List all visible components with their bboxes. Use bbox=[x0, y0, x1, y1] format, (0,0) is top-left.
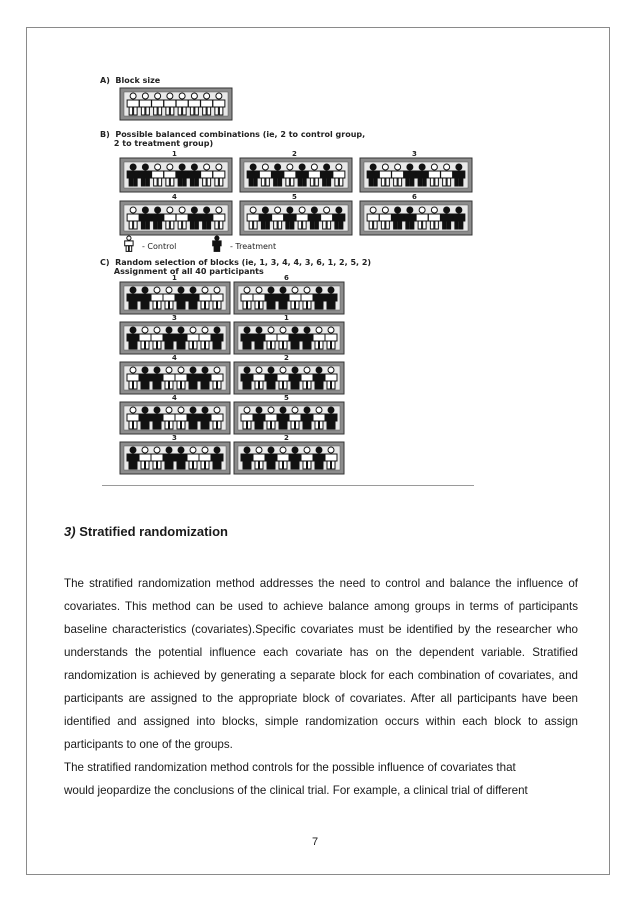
selection-right-number-2: 1 bbox=[284, 314, 289, 322]
combination-block-4 bbox=[120, 201, 232, 235]
selection-left-number-5: 3 bbox=[172, 434, 177, 442]
selected-block-2 bbox=[234, 282, 344, 314]
selection-left-number-1: 1 bbox=[172, 274, 177, 282]
selected-block-10 bbox=[234, 442, 344, 474]
figure-label-c-line2: Assignment of all 40 participants bbox=[100, 267, 264, 276]
paragraph-line: The stratified randomization method addresses the need to control and balance the influence of bbox=[64, 577, 578, 590]
selected-block-3 bbox=[120, 322, 230, 354]
block-size-box bbox=[120, 88, 232, 120]
section-heading bbox=[64, 524, 228, 539]
paragraph-line: understands the potential influence each covariate has on the dependent variable. Stratified bbox=[64, 646, 578, 659]
selected-block-6 bbox=[234, 362, 344, 394]
figure-bottom-rule bbox=[102, 485, 474, 486]
selected-block-5 bbox=[120, 362, 230, 394]
combination-block-6 bbox=[360, 201, 472, 235]
selection-left-number-2: 3 bbox=[172, 314, 177, 322]
selection-right-number-5: 2 bbox=[284, 434, 289, 442]
section-title: Stratified randomization bbox=[79, 524, 228, 539]
paragraph-line: participants to one of the groups. bbox=[64, 738, 233, 751]
selected-block-8 bbox=[234, 402, 344, 434]
selection-right-number-4: 5 bbox=[284, 394, 289, 402]
figure-label-a: A) Block size bbox=[100, 76, 161, 85]
selection-left-number-4: 4 bbox=[172, 394, 177, 402]
paragraph-stratified-controls bbox=[64, 756, 578, 802]
paragraph-line: The stratified randomization method controls for the possible influence of covariates that bbox=[64, 761, 516, 774]
combination-block-1 bbox=[120, 158, 232, 192]
combination-block-5 bbox=[240, 201, 352, 235]
figure-label-b-line1: B) Possible balanced combinations (ie, 2 to control group, bbox=[100, 130, 366, 139]
paragraph-line: randomization is achieved by generating a separate block for each combination of covariates, and bbox=[64, 669, 578, 682]
control-person-icon bbox=[125, 236, 133, 251]
selection-right-number-1: 6 bbox=[284, 274, 289, 282]
paragraph-stratified-intro bbox=[64, 572, 578, 756]
paragraph-line: identified and assigned into blocks, simple randomization occurs within each block to assign bbox=[64, 715, 578, 728]
combination-block-2 bbox=[240, 158, 352, 192]
combination-number-2: 2 bbox=[292, 150, 297, 158]
treatment-person-icon bbox=[213, 236, 221, 251]
combination-number-4: 4 bbox=[172, 193, 177, 201]
figure-label-b-line2: 2 to treatment group) bbox=[100, 139, 214, 148]
combination-block-3 bbox=[360, 158, 472, 192]
paragraph-line: would jeopardize the conclusions of the clinical trial. For example, a clinical trial of different bbox=[64, 784, 528, 797]
section-number: 3) bbox=[64, 524, 76, 539]
paragraph-line: baseline characteristics (covariates).Specific covariates must be identified by the researcher who bbox=[64, 623, 578, 636]
combination-number-5: 5 bbox=[292, 193, 297, 201]
page-number: 7 bbox=[312, 836, 319, 848]
legend-control-label: - Control bbox=[142, 242, 177, 251]
combination-number-1: 1 bbox=[172, 150, 177, 158]
block-randomization-figure bbox=[96, 70, 476, 488]
figure-label-c-line1: C) Random selection of blocks (ie, 1, 3, 4, 4, 3, 6, 1, 2, 5, 2) bbox=[100, 258, 372, 267]
selection-left-number-3: 4 bbox=[172, 354, 177, 362]
selected-block-4 bbox=[234, 322, 344, 354]
selection-right-number-3: 2 bbox=[284, 354, 289, 362]
paragraph-line: participants are assigned to the appropriate block of covariates. After all participants have been bbox=[64, 692, 578, 705]
combination-number-6: 6 bbox=[412, 193, 417, 201]
selected-block-7 bbox=[120, 402, 230, 434]
selected-block-9 bbox=[120, 442, 230, 474]
selected-block-1 bbox=[120, 282, 230, 314]
legend-treatment-label: - Treatment bbox=[230, 242, 277, 251]
combination-number-3: 3 bbox=[412, 150, 417, 158]
paragraph-line: covariates. This method can be used to achieve balance among groups in terms of participants bbox=[64, 600, 578, 613]
